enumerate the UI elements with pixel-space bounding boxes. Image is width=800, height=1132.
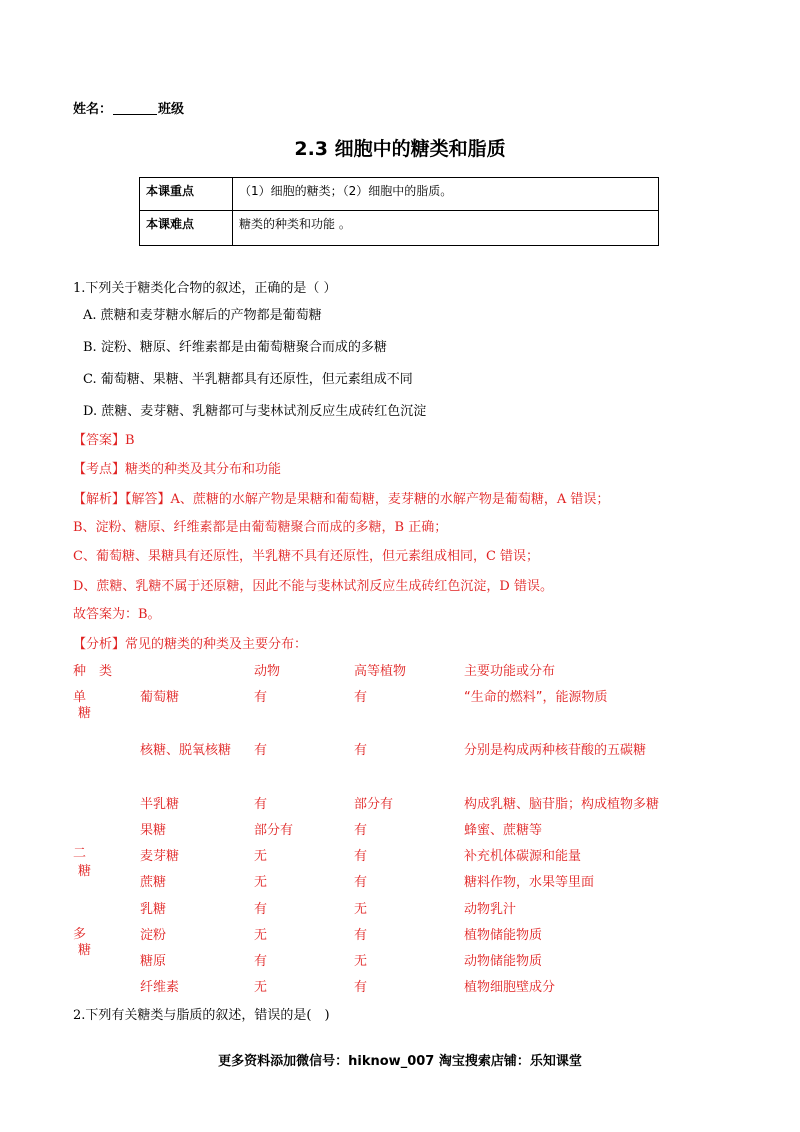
sugar-name: 乳糖 bbox=[140, 902, 167, 917]
function-cell: 糖料作物，水果等里面 bbox=[464, 875, 595, 890]
animal-cell: 无 bbox=[254, 928, 268, 943]
question-2-stem: 2.下列有关糖类与脂质的叙述，错误的是( ) bbox=[73, 1008, 330, 1023]
animal-cell: 有 bbox=[254, 954, 268, 969]
table-row bbox=[140, 178, 659, 211]
sugar-name: 纤维素 bbox=[140, 980, 180, 995]
header-category: 种 类 bbox=[73, 664, 113, 679]
sugar-name: 糖原 bbox=[140, 954, 167, 969]
option-c: C. 葡萄糖、果糖、半乳糖都具有还原性，但元素组成不同 bbox=[83, 372, 413, 387]
analysis-line: 【解析】【解答】A、蔗糖的水解产物是果糖和葡萄糖，麦芽糖的水解产物是葡萄糖，A 错误； bbox=[73, 492, 610, 507]
function-cell: 蜂蜜、蔗糖等 bbox=[464, 823, 543, 838]
option-d: D. 蔗糖、麦芽糖、乳糖都可与斐林试剂反应生成砖红色沉淀 bbox=[83, 404, 427, 419]
kaodian: 【考点】糖类的种类及其分布和功能 bbox=[73, 462, 282, 477]
plant-cell: 有 bbox=[354, 849, 368, 864]
animal-cell: 部分有 bbox=[254, 823, 294, 838]
group-label-monosaccharide: 单 bbox=[73, 690, 87, 705]
key-label: 本课重点 bbox=[140, 178, 233, 211]
function-cell: 动物储能物质 bbox=[464, 954, 543, 969]
name-class-line bbox=[73, 98, 184, 117]
sugar-name: 核糖、脱氧核糖 bbox=[140, 743, 232, 758]
difficulty-label: 本课难点 bbox=[140, 211, 233, 246]
group-label-polysaccharide: 多 bbox=[73, 927, 87, 942]
animal-cell: 有 bbox=[254, 690, 268, 705]
sugar-name: 淀粉 bbox=[140, 928, 167, 943]
group-label-disaccharide: 二 bbox=[73, 846, 87, 861]
class-label: 班级 bbox=[158, 102, 185, 117]
plant-cell: 有 bbox=[354, 980, 368, 995]
footer-text: 更多资料添加微信号：hiknow_007 淘宝搜索店铺：乐知课堂 bbox=[218, 1054, 582, 1069]
animal-cell: 无 bbox=[254, 980, 268, 995]
sugar-name: 半乳糖 bbox=[140, 797, 180, 812]
function-cell: “生命的燃料”，能源物质 bbox=[464, 690, 608, 705]
page-title-text: 2.3 细胞中的糖类和脂质 bbox=[294, 138, 506, 160]
question-1-stem: 1.下列关于糖类化合物的叙述，正确的是（ ） bbox=[73, 281, 337, 296]
animal-cell: 有 bbox=[254, 743, 268, 758]
plant-cell: 部分有 bbox=[354, 797, 394, 812]
animal-cell: 无 bbox=[254, 849, 268, 864]
animal-cell: 有 bbox=[254, 902, 268, 917]
header-plant: 高等植物 bbox=[354, 664, 407, 679]
animal-cell: 有 bbox=[254, 797, 268, 812]
conclusion: 故答案为：B。 bbox=[73, 607, 161, 622]
plant-cell: 无 bbox=[354, 954, 368, 969]
sugar-name: 蔗糖 bbox=[140, 875, 167, 890]
animal-cell: 无 bbox=[254, 875, 268, 890]
function-cell: 植物储能物质 bbox=[464, 928, 543, 943]
page-title bbox=[0, 134, 800, 161]
function-cell: 植物细胞壁成分 bbox=[464, 980, 556, 995]
group-label-disaccharide: 糖 bbox=[78, 864, 92, 879]
plant-cell: 有 bbox=[354, 875, 368, 890]
sugar-name: 果糖 bbox=[140, 823, 167, 838]
analysis-line: B、淀粉、糖原、纤维素都是由葡萄糖聚合而成的多糖，B 正确； bbox=[73, 520, 448, 535]
name-blank bbox=[113, 102, 157, 115]
key-points-table bbox=[139, 177, 659, 246]
analysis-line: D、蔗糖、乳糖不属于还原糖，因此不能与斐林试剂反应生成砖红色沉淀，D 错误。 bbox=[73, 579, 553, 594]
group-label-polysaccharide: 糖 bbox=[78, 943, 92, 958]
plant-cell: 有 bbox=[354, 823, 368, 838]
plant-cell: 有 bbox=[354, 743, 368, 758]
function-cell: 分别是构成两种核苷酸的五碳糖 bbox=[464, 743, 647, 758]
function-cell: 动物乳汁 bbox=[464, 902, 517, 917]
group-label-monosaccharide: 糖 bbox=[78, 706, 92, 721]
function-cell: 补充机体碳源和能量 bbox=[464, 849, 582, 864]
plant-cell: 有 bbox=[354, 928, 368, 943]
sugar-name: 葡萄糖 bbox=[140, 690, 180, 705]
sugar-name: 麦芽糖 bbox=[140, 849, 180, 864]
plant-cell: 无 bbox=[354, 902, 368, 917]
difficulty-value: 糖类的种类和功能 。 bbox=[233, 211, 659, 246]
name-label: 姓名： bbox=[73, 102, 113, 117]
header-function: 主要功能或分布 bbox=[464, 664, 556, 679]
fenxi: 【分析】常见的糖类的种类及主要分布： bbox=[73, 637, 308, 652]
header-animal: 动物 bbox=[254, 664, 281, 679]
analysis-line: C、葡萄糖、果糖具有还原性，半乳糖不具有还原性，但元素组成相同，C 错误； bbox=[73, 549, 540, 564]
answer: 【答案】B bbox=[73, 433, 135, 448]
function-cell: 构成乳糖、脑苷脂；构成植物多糖 bbox=[464, 797, 660, 812]
option-a: A. 蔗糖和麦芽糖水解后的产物都是葡萄糖 bbox=[83, 308, 322, 323]
table-row bbox=[140, 211, 659, 246]
option-b: B. 淀粉、糖原、纤维素都是由葡萄糖聚合而成的多糖 bbox=[83, 340, 387, 355]
plant-cell: 有 bbox=[354, 690, 368, 705]
key-value: （1）细胞的糖类；（2）细胞中的脂质。 bbox=[233, 178, 659, 211]
